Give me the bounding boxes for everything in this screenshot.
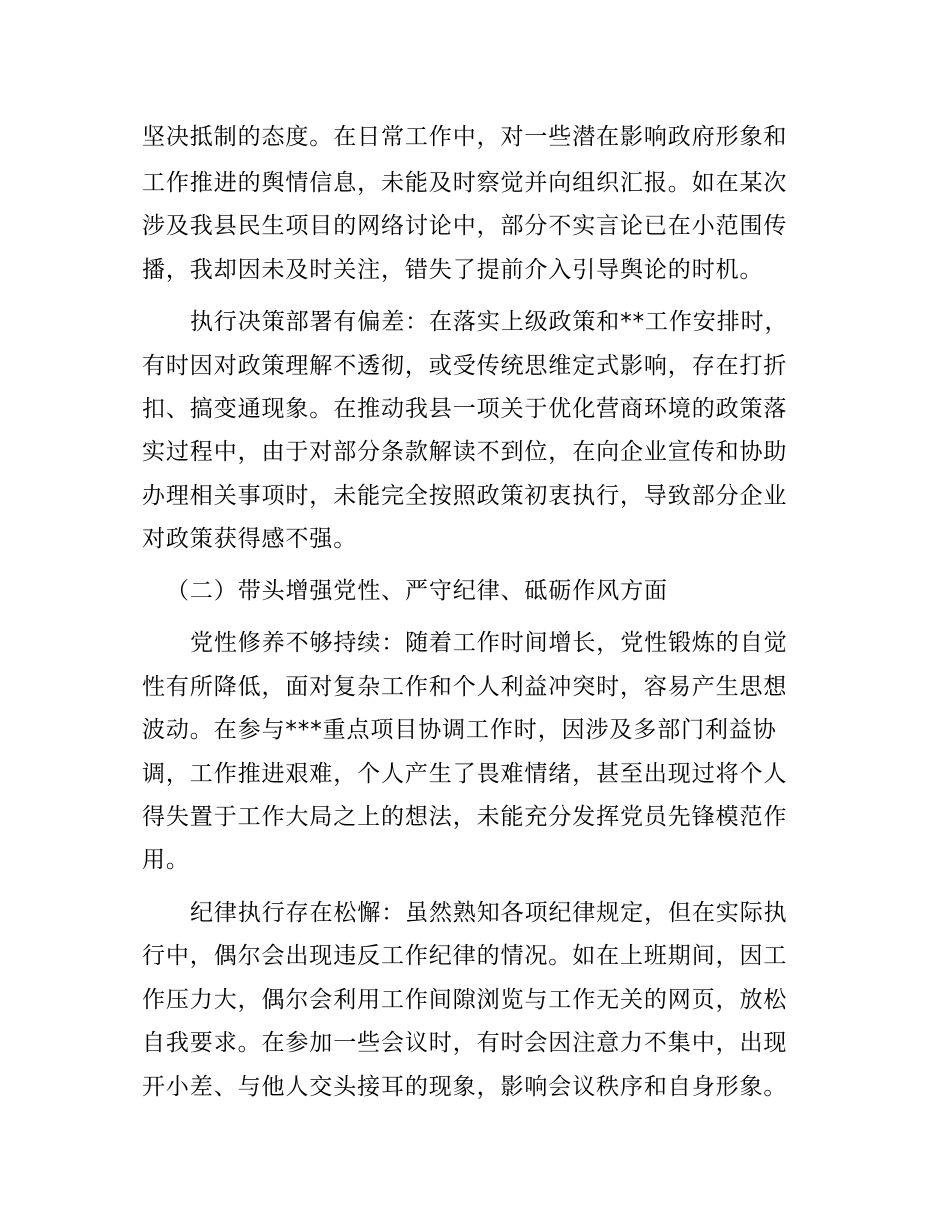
text-line: 行中，偶尔会出现违反工作纪律的情况。如在上班期间，因工 — [142, 943, 788, 969]
text-line: 工作推进的舆情信息，未能及时察觉并向组织汇报。如在某次 — [142, 170, 788, 196]
text-line: 调，工作推进艰难，个人产生了畏难情绪，甚至出现过将个人 — [142, 761, 788, 787]
text-line: 有时因对政策理解不透彻，或受传统思维定式影响，存在打折 — [142, 353, 788, 379]
text-line: 办理相关事项时，未能完全按照政策初衷执行，导致部分企业 — [142, 483, 788, 509]
text-line: 涉及我县民生项目的网络讨论中，部分不实言论已在小范围传 — [142, 213, 788, 239]
text-line: 对政策获得感不强。 — [142, 526, 358, 552]
text-line: 坚决抵制的态度。在日常工作中，对一些潜在影响政府形象和 — [142, 124, 788, 150]
text-line: 实过程中，由于对部分条款解读不到位，在向企业宣传和协助 — [142, 439, 788, 465]
paragraph-first-line: 党性修养不够持续：随着工作时间增长，党性锻炼的自觉 — [190, 630, 788, 656]
section-heading: （二）带头增强党性、严守纪律、砥砺作风方面 — [166, 578, 668, 604]
text-line: 自我要求。在参加一些会议时，有时会因注意力不集中，出现 — [142, 1030, 788, 1056]
text-line: 作压力大，偶尔会利用工作间隙浏览与工作无关的网页，放松 — [142, 987, 788, 1013]
paragraph-first-line: 执行决策部署有偏差：在落实上级政策和**工作安排时， — [190, 309, 789, 335]
text-line: 开小差、与他人交头接耳的现象，影响会议秩序和自身形象。 — [142, 1074, 788, 1100]
text-line: 性有所降低，面对复杂工作和个人利益冲突时，容易产生思想 — [142, 674, 788, 700]
text-line: 用。 — [142, 847, 190, 873]
text-line: 扣、搞变通现象。在推动我县一项关于优化营商环境的政策落 — [142, 396, 788, 422]
text-line: 得失置于工作大局之上的想法，未能充分发挥党员先锋模范作 — [142, 804, 788, 830]
text-line: 播，我却因未及时关注，错失了提前介入引导舆论的时机。 — [142, 257, 764, 283]
paragraph-first-line: 纪律执行存在松懈：虽然熟知各项纪律规定，但在实际执 — [190, 900, 788, 926]
text-line: 波动。在参与***重点项目协调工作时，因涉及多部门利益协 — [142, 717, 777, 743]
